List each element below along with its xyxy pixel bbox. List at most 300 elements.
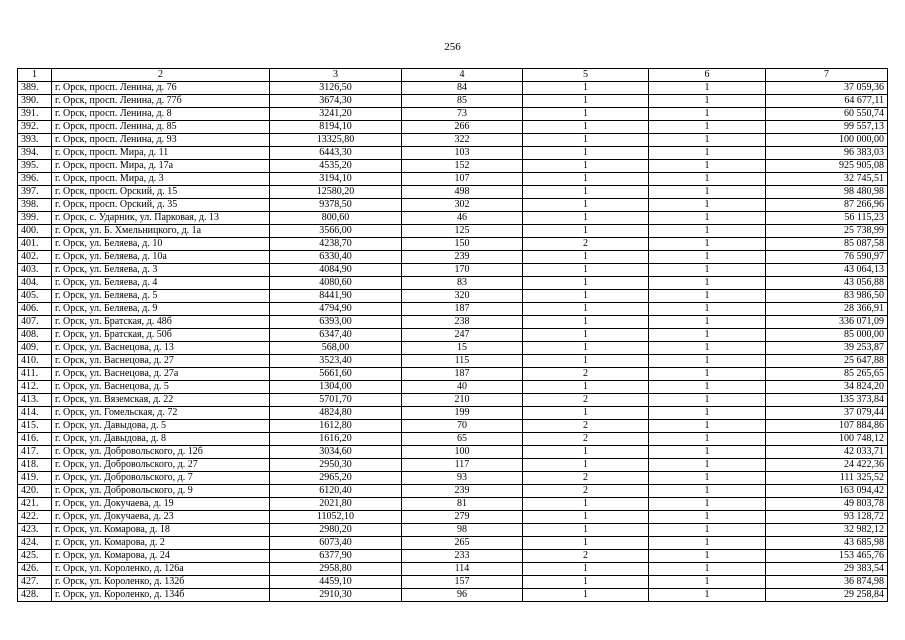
- amount-cell: 56 115,23: [766, 212, 888, 225]
- value-col-4-cell: 96: [402, 589, 523, 602]
- value-col-6-cell: 1: [649, 82, 766, 95]
- value-col-5-cell: 1: [523, 511, 649, 524]
- value-col-6-cell: 1: [649, 511, 766, 524]
- table-row: [18, 277, 888, 290]
- row-number-cell: 416.: [18, 433, 52, 446]
- amount-cell: 43 056,88: [766, 277, 888, 290]
- value-col-5-cell: 1: [523, 589, 649, 602]
- table-row: [18, 524, 888, 537]
- value-col-4-cell: 40: [402, 381, 523, 394]
- value-col-4-cell: 103: [402, 147, 523, 160]
- area-cell: 3034,60: [270, 446, 402, 459]
- value-col-6-cell: 1: [649, 576, 766, 589]
- amount-cell: 99 557,13: [766, 121, 888, 134]
- value-col-5-cell: 1: [523, 134, 649, 147]
- area-cell: 3194,10: [270, 173, 402, 186]
- row-number-cell: 428.: [18, 589, 52, 602]
- amount-cell: 29 383,54: [766, 563, 888, 576]
- row-number-cell: 409.: [18, 342, 52, 355]
- value-col-6-cell: 1: [649, 563, 766, 576]
- value-col-6-cell: 1: [649, 524, 766, 537]
- amount-cell: 96 383,03: [766, 147, 888, 160]
- area-cell: 4535,20: [270, 160, 402, 173]
- address-cell: г. Орск, ул. Добровольского, д. 27: [52, 459, 270, 472]
- value-col-5-cell: 1: [523, 303, 649, 316]
- value-col-5-cell: 1: [523, 264, 649, 277]
- address-cell: г. Орск, просп. Ленина, д. 8: [52, 108, 270, 121]
- value-col-4-cell: 73: [402, 108, 523, 121]
- value-col-5-cell: 2: [523, 238, 649, 251]
- area-cell: 2965,20: [270, 472, 402, 485]
- value-col-6-cell: 1: [649, 420, 766, 433]
- amount-cell: 85 000,00: [766, 329, 888, 342]
- area-cell: 8441,90: [270, 290, 402, 303]
- table-row: [18, 147, 888, 160]
- header-col-5: 5: [523, 69, 649, 82]
- row-number-cell: 399.: [18, 212, 52, 225]
- address-cell: г. Орск, ул. Васнецова, д. 5: [52, 381, 270, 394]
- area-cell: 2980,20: [270, 524, 402, 537]
- value-col-6-cell: 1: [649, 433, 766, 446]
- row-number-cell: 394.: [18, 147, 52, 160]
- value-col-5-cell: 2: [523, 420, 649, 433]
- value-col-6-cell: 1: [649, 173, 766, 186]
- row-number-cell: 405.: [18, 290, 52, 303]
- value-col-5-cell: 1: [523, 355, 649, 368]
- address-cell: г. Орск, ул. Комарова, д. 18: [52, 524, 270, 537]
- amount-cell: 39 253,87: [766, 342, 888, 355]
- row-number-cell: 400.: [18, 225, 52, 238]
- table-row: [18, 82, 888, 95]
- value-col-6-cell: 1: [649, 550, 766, 563]
- value-col-5-cell: 1: [523, 160, 649, 173]
- area-cell: 800,60: [270, 212, 402, 225]
- table-row: [18, 95, 888, 108]
- value-col-5-cell: 2: [523, 485, 649, 498]
- row-number-cell: 423.: [18, 524, 52, 537]
- value-col-6-cell: 1: [649, 147, 766, 160]
- value-col-6-cell: 1: [649, 316, 766, 329]
- table-row: [18, 550, 888, 563]
- value-col-6-cell: 1: [649, 95, 766, 108]
- table-row: [18, 446, 888, 459]
- row-number-cell: 420.: [18, 485, 52, 498]
- value-col-6-cell: 1: [649, 381, 766, 394]
- area-cell: 1304,00: [270, 381, 402, 394]
- value-col-4-cell: 117: [402, 459, 523, 472]
- table-row: [18, 407, 888, 420]
- table-row: [18, 186, 888, 199]
- value-col-6-cell: 1: [649, 355, 766, 368]
- table-row: [18, 264, 888, 277]
- value-col-4-cell: 85: [402, 95, 523, 108]
- area-cell: 4080,60: [270, 277, 402, 290]
- table-row: [18, 355, 888, 368]
- row-number-cell: 402.: [18, 251, 52, 264]
- address-cell: г. Орск, ул. Беляева, д. 10: [52, 238, 270, 251]
- table-row: [18, 238, 888, 251]
- table-body: [18, 82, 888, 602]
- value-col-5-cell: 2: [523, 472, 649, 485]
- table-row: [18, 485, 888, 498]
- area-cell: 6330,40: [270, 251, 402, 264]
- value-col-6-cell: 1: [649, 264, 766, 277]
- value-col-4-cell: 247: [402, 329, 523, 342]
- area-cell: 6073,40: [270, 537, 402, 550]
- header-row: [18, 69, 888, 82]
- value-col-6-cell: 1: [649, 160, 766, 173]
- area-cell: 9378,50: [270, 199, 402, 212]
- address-cell: г. Орск, ул. Васнецова, д. 27: [52, 355, 270, 368]
- value-col-6-cell: 1: [649, 394, 766, 407]
- area-cell: 6393,00: [270, 316, 402, 329]
- address-cell: г. Орск, просп. Мира, д. 17а: [52, 160, 270, 173]
- row-number-cell: 414.: [18, 407, 52, 420]
- value-col-4-cell: 157: [402, 576, 523, 589]
- area-cell: 568,00: [270, 342, 402, 355]
- address-cell: г. Орск, ул. Докучаева, д. 19: [52, 498, 270, 511]
- area-cell: 3126,50: [270, 82, 402, 95]
- amount-cell: 29 258,84: [766, 589, 888, 602]
- value-col-6-cell: 1: [649, 407, 766, 420]
- amount-cell: 87 266,96: [766, 199, 888, 212]
- value-col-6-cell: 1: [649, 303, 766, 316]
- value-col-4-cell: 322: [402, 134, 523, 147]
- address-cell: г. Орск, просп. Ленина, д. 77б: [52, 95, 270, 108]
- row-number-cell: 406.: [18, 303, 52, 316]
- area-cell: 4794,90: [270, 303, 402, 316]
- row-number-cell: 413.: [18, 394, 52, 407]
- amount-cell: 60 550,74: [766, 108, 888, 121]
- address-cell: г. Орск, просп. Мира, д. 11: [52, 147, 270, 160]
- row-number-cell: 412.: [18, 381, 52, 394]
- value-col-6-cell: 1: [649, 498, 766, 511]
- address-cell: г. Орск, ул. Беляева, д. 9: [52, 303, 270, 316]
- area-cell: 8194,10: [270, 121, 402, 134]
- value-col-4-cell: 81: [402, 498, 523, 511]
- table-row: [18, 472, 888, 485]
- value-col-4-cell: 115: [402, 355, 523, 368]
- value-col-5-cell: 1: [523, 95, 649, 108]
- address-cell: г. Орск, ул. Давыдова, д. 5: [52, 420, 270, 433]
- area-cell: 5701,70: [270, 394, 402, 407]
- value-col-5-cell: 1: [523, 186, 649, 199]
- area-cell: 2910,30: [270, 589, 402, 602]
- address-cell: г. Орск, просп. Ленина, д. 85: [52, 121, 270, 134]
- area-cell: 11052,10: [270, 511, 402, 524]
- value-col-6-cell: 1: [649, 472, 766, 485]
- table-row: [18, 576, 888, 589]
- table-row: [18, 433, 888, 446]
- amount-cell: 37 059,36: [766, 82, 888, 95]
- value-col-4-cell: 46: [402, 212, 523, 225]
- area-cell: 4084,90: [270, 264, 402, 277]
- address-cell: г. Орск, ул. Беляева, д. 10а: [52, 251, 270, 264]
- amount-cell: 25 738,99: [766, 225, 888, 238]
- address-cell: г. Орск, ул. Короленко, д. 132б: [52, 576, 270, 589]
- amount-cell: 37 079,44: [766, 407, 888, 420]
- registry-table: [17, 68, 888, 602]
- value-col-6-cell: 1: [649, 225, 766, 238]
- address-cell: г. Орск, ул. Беляева, д. 4: [52, 277, 270, 290]
- value-col-6-cell: 1: [649, 589, 766, 602]
- row-number-cell: 417.: [18, 446, 52, 459]
- area-cell: 3566,00: [270, 225, 402, 238]
- row-number-cell: 389.: [18, 82, 52, 95]
- value-col-4-cell: 279: [402, 511, 523, 524]
- address-cell: г. Орск, просп. Орский, д. 15: [52, 186, 270, 199]
- address-cell: г. Орск, ул. Комарова, д. 24: [52, 550, 270, 563]
- value-col-5-cell: 1: [523, 82, 649, 95]
- row-number-cell: 396.: [18, 173, 52, 186]
- table-row: [18, 212, 888, 225]
- value-col-4-cell: 266: [402, 121, 523, 134]
- value-col-4-cell: 114: [402, 563, 523, 576]
- row-number-cell: 418.: [18, 459, 52, 472]
- value-col-5-cell: 2: [523, 394, 649, 407]
- value-col-4-cell: 187: [402, 368, 523, 381]
- value-col-5-cell: 1: [523, 225, 649, 238]
- area-cell: 13325,80: [270, 134, 402, 147]
- value-col-5-cell: 1: [523, 342, 649, 355]
- value-col-6-cell: 1: [649, 537, 766, 550]
- row-number-cell: 410.: [18, 355, 52, 368]
- amount-cell: 36 874,98: [766, 576, 888, 589]
- value-col-5-cell: 1: [523, 381, 649, 394]
- amount-cell: 34 824,20: [766, 381, 888, 394]
- header-col-2: 2: [52, 69, 270, 82]
- value-col-5-cell: 1: [523, 173, 649, 186]
- table-row: [18, 394, 888, 407]
- value-col-6-cell: 1: [649, 368, 766, 381]
- area-cell: 3241,20: [270, 108, 402, 121]
- address-cell: г. Орск, ул. Короленко, д. 126а: [52, 563, 270, 576]
- amount-cell: 24 422,36: [766, 459, 888, 472]
- amount-cell: 107 884,86: [766, 420, 888, 433]
- amount-cell: 43 064,13: [766, 264, 888, 277]
- area-cell: 3523,40: [270, 355, 402, 368]
- row-number-cell: 419.: [18, 472, 52, 485]
- table-row: [18, 121, 888, 134]
- address-cell: г. Орск, просп. Орский, д. 35: [52, 199, 270, 212]
- value-col-5-cell: 1: [523, 498, 649, 511]
- value-col-5-cell: 1: [523, 108, 649, 121]
- value-col-6-cell: 1: [649, 134, 766, 147]
- value-col-5-cell: 1: [523, 251, 649, 264]
- row-number-cell: 422.: [18, 511, 52, 524]
- address-cell: г. Орск, ул. Братская, д. 48б: [52, 316, 270, 329]
- table-row: [18, 108, 888, 121]
- table-row: [18, 342, 888, 355]
- amount-cell: 98 480,98: [766, 186, 888, 199]
- table-row: [18, 381, 888, 394]
- value-col-6-cell: 1: [649, 329, 766, 342]
- row-number-cell: 415.: [18, 420, 52, 433]
- amount-cell: 83 986,50: [766, 290, 888, 303]
- value-col-4-cell: 210: [402, 394, 523, 407]
- table-row: [18, 173, 888, 186]
- address-cell: г. Орск, ул. Васнецова, д. 27а: [52, 368, 270, 381]
- header-col-1: 1: [18, 69, 52, 82]
- value-col-4-cell: 15: [402, 342, 523, 355]
- value-col-5-cell: 1: [523, 576, 649, 589]
- address-cell: г. Орск, ул. Вяземская, д. 22: [52, 394, 270, 407]
- value-col-5-cell: 1: [523, 563, 649, 576]
- value-col-6-cell: 1: [649, 186, 766, 199]
- address-cell: г. Орск, ул. Давыдова, д. 8: [52, 433, 270, 446]
- value-col-4-cell: 83: [402, 277, 523, 290]
- area-cell: 1616,20: [270, 433, 402, 446]
- value-col-5-cell: 1: [523, 290, 649, 303]
- value-col-4-cell: 320: [402, 290, 523, 303]
- amount-cell: 163 094,42: [766, 485, 888, 498]
- amount-cell: 153 465,76: [766, 550, 888, 563]
- area-cell: 2958,80: [270, 563, 402, 576]
- amount-cell: 135 373,84: [766, 394, 888, 407]
- table-row: [18, 589, 888, 602]
- row-number-cell: 392.: [18, 121, 52, 134]
- value-col-4-cell: 152: [402, 160, 523, 173]
- amount-cell: 85 265,65: [766, 368, 888, 381]
- address-cell: г. Орск, ул. Докучаева, д. 23: [52, 511, 270, 524]
- table-row: [18, 303, 888, 316]
- address-cell: г. Орск, ул. Братская, д. 50б: [52, 329, 270, 342]
- value-col-4-cell: 125: [402, 225, 523, 238]
- address-cell: г. Орск, просп. Ленина, д. 76: [52, 82, 270, 95]
- header-col-4: 4: [402, 69, 523, 82]
- row-number-cell: 390.: [18, 95, 52, 108]
- row-number-cell: 404.: [18, 277, 52, 290]
- row-number-cell: 411.: [18, 368, 52, 381]
- address-cell: г. Орск, ул. Б. Хмельницкого, д. 1а: [52, 225, 270, 238]
- amount-cell: 25 647,88: [766, 355, 888, 368]
- table-row: [18, 160, 888, 173]
- row-number-cell: 426.: [18, 563, 52, 576]
- value-col-5-cell: 1: [523, 277, 649, 290]
- row-number-cell: 407.: [18, 316, 52, 329]
- area-cell: 1612,80: [270, 420, 402, 433]
- row-number-cell: 421.: [18, 498, 52, 511]
- table-row: [18, 225, 888, 238]
- amount-cell: 42 033,71: [766, 446, 888, 459]
- row-number-cell: 408.: [18, 329, 52, 342]
- value-col-6-cell: 1: [649, 446, 766, 459]
- address-cell: г. Орск, просп. Ленина, д. 93: [52, 134, 270, 147]
- address-cell: г. Орск, ул. Гомельская, д. 72: [52, 407, 270, 420]
- amount-cell: 28 366,91: [766, 303, 888, 316]
- value-col-4-cell: 187: [402, 303, 523, 316]
- value-col-5-cell: 1: [523, 121, 649, 134]
- value-col-6-cell: 1: [649, 121, 766, 134]
- value-col-6-cell: 1: [649, 459, 766, 472]
- value-col-5-cell: 1: [523, 524, 649, 537]
- table-row: [18, 537, 888, 550]
- address-cell: г. Орск, ул. Короленко, д. 134б: [52, 589, 270, 602]
- value-col-4-cell: 498: [402, 186, 523, 199]
- amount-cell: 32 982,12: [766, 524, 888, 537]
- amount-cell: 100 748,12: [766, 433, 888, 446]
- table-row: [18, 459, 888, 472]
- value-col-5-cell: 1: [523, 459, 649, 472]
- value-col-5-cell: 2: [523, 550, 649, 563]
- address-cell: г. Орск, ул. Добровольского, д. 9: [52, 485, 270, 498]
- value-col-4-cell: 302: [402, 199, 523, 212]
- value-col-5-cell: 1: [523, 537, 649, 550]
- table-row: [18, 329, 888, 342]
- header-col-7: 7: [766, 69, 888, 82]
- amount-cell: 100 000,00: [766, 134, 888, 147]
- address-cell: г. Орск, ул. Добровольского, д. 7: [52, 472, 270, 485]
- value-col-5-cell: 1: [523, 446, 649, 459]
- value-col-6-cell: 1: [649, 277, 766, 290]
- amount-cell: 925 905,08: [766, 160, 888, 173]
- amount-cell: 111 325,52: [766, 472, 888, 485]
- value-col-5-cell: 1: [523, 199, 649, 212]
- page-number: 256: [444, 41, 461, 53]
- table-row: [18, 251, 888, 264]
- table-row: [18, 420, 888, 433]
- area-cell: 4238,70: [270, 238, 402, 251]
- area-cell: 6120,40: [270, 485, 402, 498]
- value-col-5-cell: 1: [523, 212, 649, 225]
- amount-cell: 93 128,72: [766, 511, 888, 524]
- amount-cell: 76 590,97: [766, 251, 888, 264]
- value-col-4-cell: 65: [402, 433, 523, 446]
- value-col-6-cell: 1: [649, 290, 766, 303]
- table-row: [18, 563, 888, 576]
- value-col-4-cell: 84: [402, 82, 523, 95]
- value-col-4-cell: 93: [402, 472, 523, 485]
- value-col-6-cell: 1: [649, 485, 766, 498]
- value-col-4-cell: 100: [402, 446, 523, 459]
- table-row: [18, 316, 888, 329]
- area-cell: 6377,90: [270, 550, 402, 563]
- row-number-cell: 393.: [18, 134, 52, 147]
- table-row: [18, 134, 888, 147]
- table-row: [18, 199, 888, 212]
- amount-cell: 32 745,51: [766, 173, 888, 186]
- area-cell: 12580,20: [270, 186, 402, 199]
- value-col-5-cell: 1: [523, 316, 649, 329]
- row-number-cell: 401.: [18, 238, 52, 251]
- row-number-cell: 391.: [18, 108, 52, 121]
- area-cell: 4824,80: [270, 407, 402, 420]
- area-cell: 4459,10: [270, 576, 402, 589]
- table-row: [18, 368, 888, 381]
- value-col-4-cell: 238: [402, 316, 523, 329]
- value-col-5-cell: 1: [523, 329, 649, 342]
- value-col-4-cell: 107: [402, 173, 523, 186]
- value-col-4-cell: 239: [402, 251, 523, 264]
- address-cell: г. Орск, с. Ударник, ул. Парковая, д. 13: [52, 212, 270, 225]
- area-cell: 2950,30: [270, 459, 402, 472]
- header-col-3: 3: [270, 69, 402, 82]
- address-cell: г. Орск, ул. Васнецова, д. 13: [52, 342, 270, 355]
- amount-cell: 49 803,78: [766, 498, 888, 511]
- amount-cell: 336 071,09: [766, 316, 888, 329]
- amount-cell: 85 087,58: [766, 238, 888, 251]
- address-cell: г. Орск, ул. Беляева, д. 5: [52, 290, 270, 303]
- area-cell: 3674,30: [270, 95, 402, 108]
- value-col-5-cell: 1: [523, 147, 649, 160]
- value-col-4-cell: 170: [402, 264, 523, 277]
- address-cell: г. Орск, ул. Беляева, д. 3: [52, 264, 270, 277]
- area-cell: 6347,40: [270, 329, 402, 342]
- row-number-cell: 397.: [18, 186, 52, 199]
- table-row: [18, 290, 888, 303]
- value-col-5-cell: 2: [523, 368, 649, 381]
- value-col-6-cell: 1: [649, 212, 766, 225]
